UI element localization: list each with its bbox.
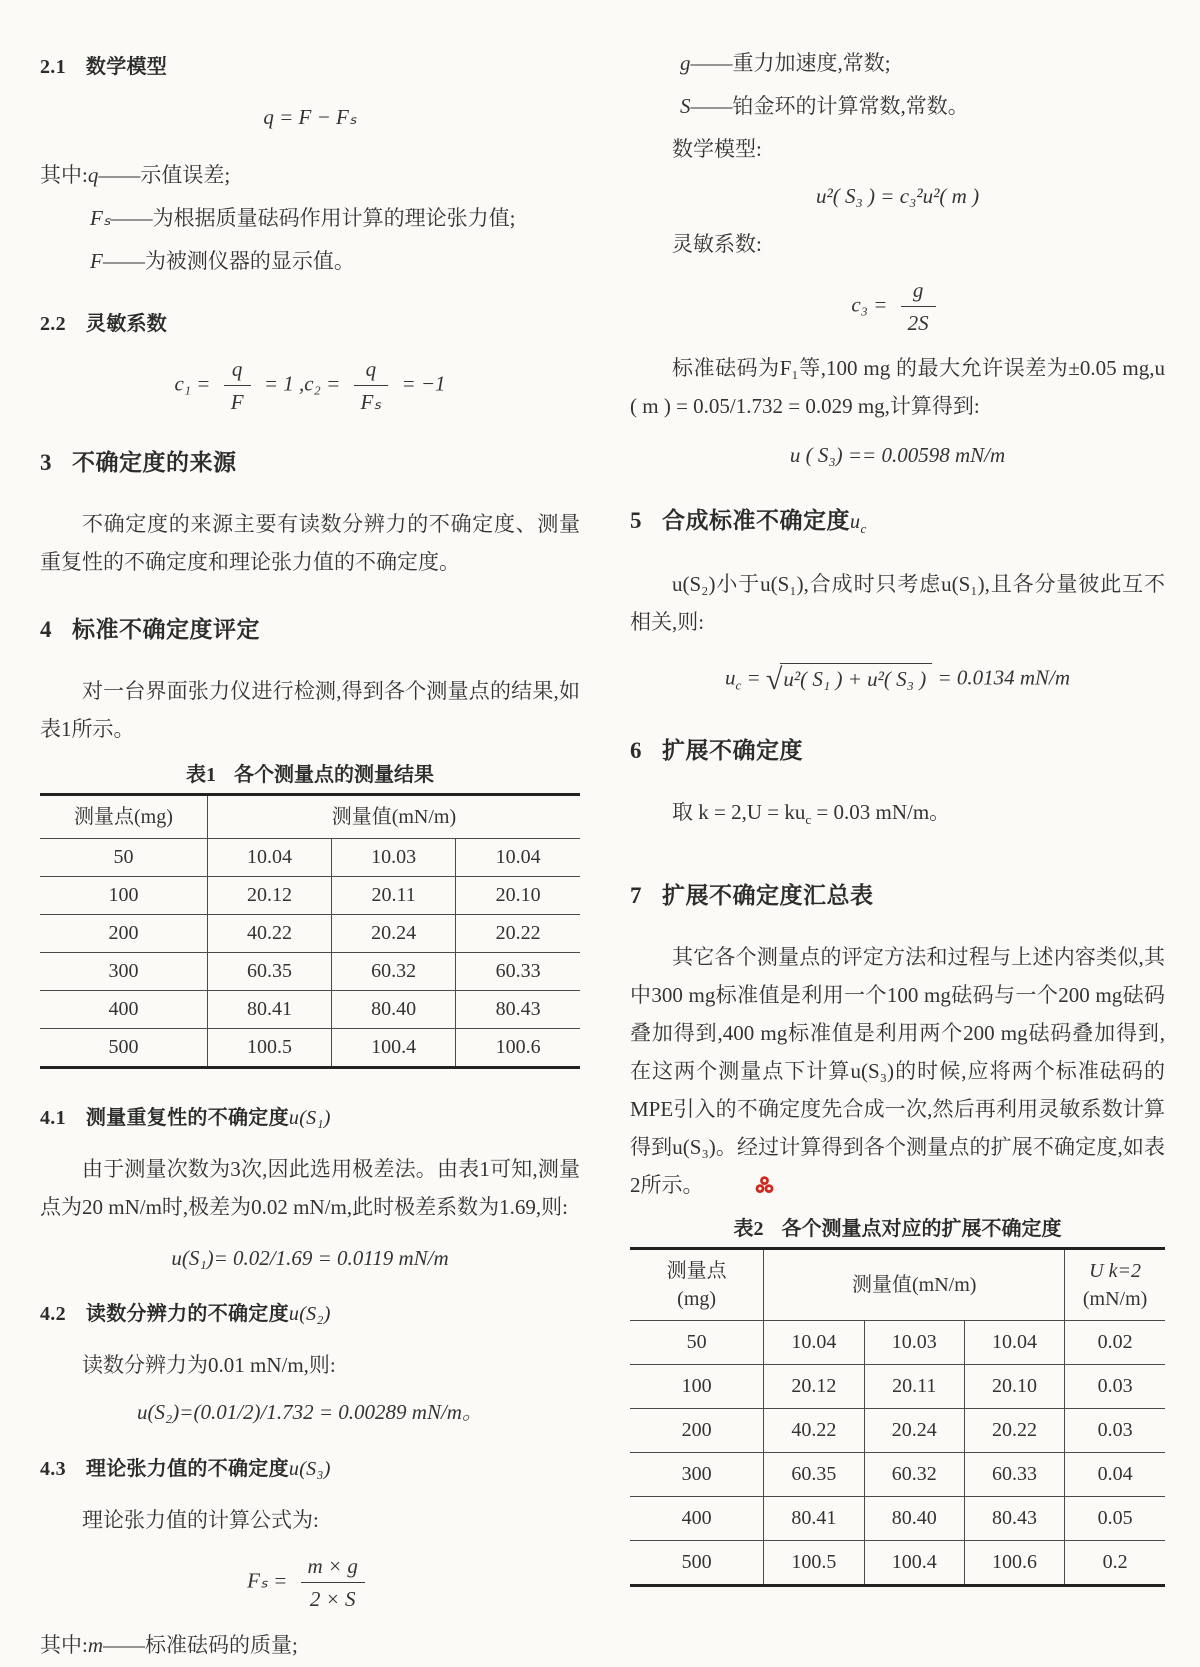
table-cell: 100.5 xyxy=(207,1028,331,1067)
definition-g: g——重力加速度,常数; xyxy=(680,51,891,75)
table-cell: 60.32 xyxy=(332,952,456,990)
table-2 xyxy=(630,1247,1165,1587)
table-cell: 20.11 xyxy=(864,1364,964,1408)
table-cell: 60.35 xyxy=(207,952,331,990)
table-cell: 500 xyxy=(40,1028,207,1067)
section-heading-7: 7 扩展不确定度汇总表 xyxy=(630,882,874,908)
table-row xyxy=(630,1364,1165,1408)
table-cell: 100.5 xyxy=(764,1540,864,1585)
table-cell: 100.4 xyxy=(864,1540,964,1585)
formula-fs-fraction: Fₛ = $\frac{m \times g}{2 \times S}$ xyxy=(40,1553,580,1613)
article-end-icon xyxy=(712,1168,775,1206)
section-heading-2-2: 2.2 灵敏系数 xyxy=(40,313,168,335)
table-cell: 80.41 xyxy=(764,1496,864,1540)
formula-u-s2: u(S₂)=(0.01/2)/1.732 = 0.00289 mN/m。 xyxy=(137,1399,483,1424)
paragraph-repeatability: 由于测量次数为3次,因此选用极差法。由表1可知,测量点为20 mN/m时,极差为0.02 mN/m,此时极差系数为1.69,则: xyxy=(40,1156,580,1219)
section-heading-6: 6 扩展不确定度 xyxy=(630,737,803,763)
table-row xyxy=(630,1320,1165,1364)
table-cell: 400 xyxy=(40,990,207,1028)
table-cell: 80.43 xyxy=(456,990,580,1028)
table-cell: 10.03 xyxy=(332,838,456,876)
left-column xyxy=(40,40,580,1657)
section-number: 2.1 xyxy=(40,56,66,78)
table-row xyxy=(630,1408,1165,1452)
table-row xyxy=(630,1540,1165,1585)
table-row xyxy=(40,838,580,876)
paragraph-resolution: 读数分辨力为0.01 mN/m,则: xyxy=(82,1352,336,1377)
table-cell: 20.11 xyxy=(332,876,456,914)
table-header-cell: 测量点 (mg) xyxy=(630,1248,764,1320)
table-cell: 60.35 xyxy=(764,1452,864,1496)
table-cell: 60.33 xyxy=(964,1452,1064,1496)
table-cell: 20.10 xyxy=(964,1364,1064,1408)
formula-uc-sqrt: $u_c$ = √ u²( S₁ ) + u²( S₃ ) = 0.0134 mN/m xyxy=(724,662,1071,696)
table-header-row xyxy=(40,794,580,838)
table-cell: 200 xyxy=(630,1408,764,1452)
formula-c3-fraction: c₃ = $\frac{g}{2S}$ xyxy=(630,277,1165,337)
section-title: 数学模型 xyxy=(85,56,168,78)
formula-c1-c2: c₁ = $\frac{q}{F}$ = 1 ,c₂ = $\frac{q}{\text{Fₛ}}$ = −1 xyxy=(174,357,446,415)
paragraph-sources: 不确定度的来源主要有读数分辨力的不确定度、测量重复性的不确定度和理论张力值的不确定度。 xyxy=(40,511,580,574)
table-cell: 100 xyxy=(630,1364,764,1408)
paragraph-theoretical: 理论张力值的计算公式为: xyxy=(82,1507,319,1532)
right-column xyxy=(630,40,1165,1573)
section-heading-5: 5 合成标准不确定度$u_c$ xyxy=(630,507,867,536)
table-cell: 20.10 xyxy=(456,876,580,914)
table-header-cell: 测量值(mN/m) xyxy=(207,794,580,838)
table-cell: 80.40 xyxy=(864,1496,964,1540)
definition-q: 其中:q——示值误差; xyxy=(40,163,231,187)
table-row xyxy=(40,1028,580,1067)
definition-s: S——铂金环的计算常数,常数。 xyxy=(680,94,969,118)
table-cell: 40.22 xyxy=(764,1408,864,1452)
definition-f: F——为被测仪器的显示值。 xyxy=(90,249,355,273)
table-cell: 80.41 xyxy=(207,990,331,1028)
table-cell: 50 xyxy=(686,1330,707,1353)
section-heading-4-2: 4.2 读数分辨力的不确定度u(S₂) xyxy=(40,1302,331,1325)
table-cell: 0.05 xyxy=(1065,1496,1165,1540)
table-cell: 80.43 xyxy=(964,1496,1064,1540)
table-cell: 20.22 xyxy=(456,914,580,952)
table-cell: 0.03 xyxy=(1065,1408,1165,1452)
paragraph-measurement: 对一台界面张力仪进行检测,得到各个测量点的结果,如表1所示。 xyxy=(40,678,580,741)
table-cell: 100.6 xyxy=(964,1540,1064,1585)
radical-sign: √ xyxy=(765,662,783,696)
section-heading-4-1: 4.1 测量重复性的不确定度u(S₁) xyxy=(40,1106,331,1129)
table-cell: 300 xyxy=(40,952,207,990)
table-cell: 10.04 xyxy=(764,1320,864,1364)
table-row xyxy=(40,876,580,914)
definition-fs: Fₛ——为根据质量砝码作用计算的理论张力值; xyxy=(90,206,516,230)
table-cell: 0.02 xyxy=(1065,1320,1165,1364)
formula-u2-s3: u²( S₃ ) = c₃²u²( m ) xyxy=(815,184,980,208)
table-cell: 0.2 xyxy=(1065,1540,1165,1585)
table-cell: 80.40 xyxy=(332,990,456,1028)
table-1-caption: 表1 各个测量点的测量结果 xyxy=(186,763,434,786)
table-2-caption: 表2 各个测量点对应的扩展不确定度 xyxy=(733,1217,1062,1240)
table-1 xyxy=(40,793,580,1069)
table-cell: 100.6 xyxy=(456,1028,580,1067)
table-row xyxy=(40,990,580,1028)
table-cell: 40.22 xyxy=(207,914,331,952)
table-cell: 10.03 xyxy=(864,1320,964,1364)
formula-u-s1: u(S₁)= 0.02/1.69 = 0.0119 mN/m xyxy=(171,1245,449,1270)
table-row xyxy=(630,1452,1165,1496)
table-cell: 60.33 xyxy=(456,952,580,990)
table-cell: 20.12 xyxy=(207,876,331,914)
formula-u-s3: u ( S₃) == 0.00598 mN/m xyxy=(789,442,1006,467)
table-cell: 10.04 xyxy=(964,1320,1064,1364)
paragraph-standard-weight: 标准砝码为F₁等,100 mg 的最大允许误差为±0.05 mg,u ( m ) = 0.05/1.732 = 0.029 mg,计算得到: xyxy=(630,355,1165,418)
table-cell: 0.03 xyxy=(1065,1364,1165,1408)
table-cell: 100 xyxy=(40,876,207,914)
table-cell: 100.4 xyxy=(332,1028,456,1067)
table-row xyxy=(40,952,580,990)
table-cell: 50 xyxy=(113,845,134,868)
definition-m: 其中:m——标准砝码的质量; xyxy=(40,1633,298,1657)
table-cell: 10.04 xyxy=(207,838,331,876)
table-cell: 10.04 xyxy=(456,838,580,876)
paragraph-expanded: 取 $k = 2,U = ku_c = 0.03$ mN/m。 xyxy=(672,799,951,827)
table-header-cell: 测量点(mg) xyxy=(40,794,207,838)
table-header-cell: 测量值(mN/m) xyxy=(764,1248,1065,1320)
table-cell: 20.24 xyxy=(864,1408,964,1452)
table-cell: 300 xyxy=(630,1452,764,1496)
label-sensitivity: 灵敏系数: xyxy=(672,232,762,256)
table-cell: 0.04 xyxy=(1065,1452,1165,1496)
table-header-row xyxy=(630,1248,1165,1320)
table-cell: 20.12 xyxy=(764,1364,864,1408)
label-math-model: 数学模型: xyxy=(672,137,762,161)
table-cell: 400 xyxy=(630,1496,764,1540)
section-heading-3: 3 不确定度的来源 xyxy=(40,449,237,475)
table-row xyxy=(630,1496,1165,1540)
table-header-cell: U k=2 (mN/m) xyxy=(1065,1248,1165,1320)
table-cell: 20.22 xyxy=(964,1408,1064,1452)
formula-q: q = F − Fₛ xyxy=(263,105,357,129)
section-heading-4-3: 4.3 理论张力值的不确定度u(S₃) xyxy=(40,1457,331,1480)
table-row xyxy=(40,914,580,952)
table-cell: 200 xyxy=(40,914,207,952)
paragraph-combined: u(S₂)小于u(S₁),合成时只考虑u(S₁),且各分量彼此互不相关,则: xyxy=(630,571,1165,634)
section-heading-4: 4 标准不确定度评定 xyxy=(40,616,260,642)
section-heading-2-1 xyxy=(40,50,580,79)
paragraph-summary: 其它各个测量点的评定方法和过程与上述内容类似,其中300 mg标准值是利用一个100 mg砝码与一个200 mg砝码叠加得到,400 mg标准值是利用两个200 mg砝码叠加得到,在这两个测量点下计算u(S₃)的时候,应将两个标准砝码的MPE引入的不确定度先合成一次,然后再利用灵敏系数计算得到u(S₃)。经过计算得到各个测量点的扩展不确定度,如表2所示。 xyxy=(630,938,1165,1206)
table-cell: 20.24 xyxy=(332,914,456,952)
table-cell: 500 xyxy=(630,1540,764,1585)
table-cell: 60.32 xyxy=(864,1452,964,1496)
